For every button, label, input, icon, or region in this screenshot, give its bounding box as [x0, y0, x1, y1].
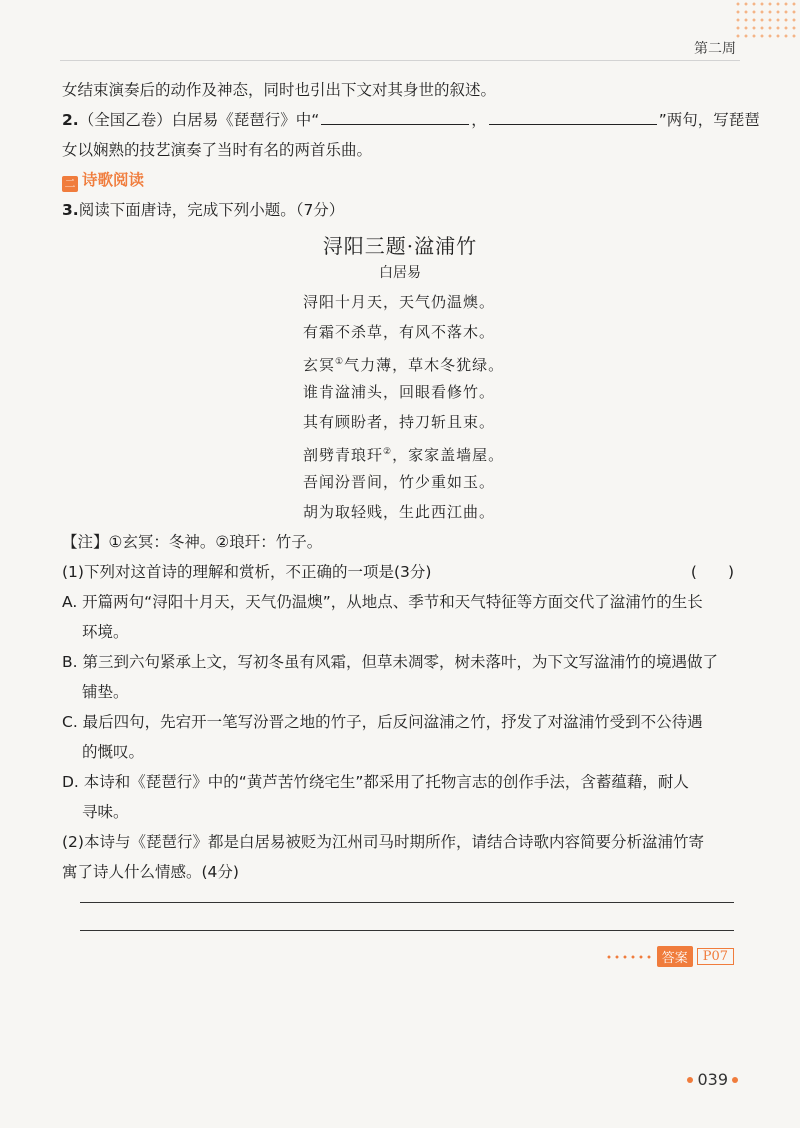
dot-icon — [732, 1077, 738, 1083]
question-number: 2. — [62, 111, 79, 129]
header-divider — [60, 60, 740, 61]
option-a-cont: 环境。 — [82, 623, 129, 641]
week-label: 第二周 — [694, 41, 736, 57]
footnote-marker: ② — [383, 447, 393, 457]
question-number: 3. — [62, 201, 79, 219]
question-text: ”两句，写琵琶 — [658, 111, 760, 129]
poem-line: 吾闻汾晋间，竹少重如玉。 — [303, 473, 496, 491]
sub-question-2: (2)本诗与《琵琶行》都是白居易被贬为江州司马时期所作，请结合诗歌内容简要分析湓浦竹寄 — [62, 833, 704, 851]
option-c-cont: 的慨叹。 — [82, 743, 145, 761]
footnote-marker: ① — [335, 357, 345, 367]
answer-page: P07 — [697, 948, 734, 965]
sub-question-2-cont: 寓了诗人什么情感。(4分) — [62, 863, 239, 881]
decorative-dots — [734, 0, 800, 40]
poem-line: 谁肯湓浦头，回眼看修竹。 — [303, 383, 496, 401]
question-text: 阅读下面唐诗，完成下列小题。（7分） — [78, 201, 345, 219]
section-title: 诗歌阅读 — [82, 171, 145, 189]
answer-line[interactable] — [80, 930, 734, 931]
poem-text: 玄冥 — [303, 356, 336, 374]
poem-line — [303, 442, 504, 465]
poem-author: 白居易 — [379, 265, 421, 281]
poem-line: 其有顾盼者，持刀斩且束。 — [303, 413, 496, 431]
blank-2[interactable] — [489, 110, 657, 125]
section-header — [62, 170, 738, 192]
section-number-icon: 二 — [62, 176, 78, 192]
text-line: 女以娴熟的技艺演奏了当时有名的两首乐曲。 — [62, 141, 373, 159]
question-2 — [62, 110, 760, 130]
poem-note: 【注】①玄冥：冬神。②琅玕：竹子。 — [62, 533, 323, 551]
poem-title: 浔阳三题·湓浦竹 — [322, 234, 478, 258]
poem-line: 浔阳十月天，天气仍温燠。 — [303, 293, 496, 311]
answer-label: 答案 — [657, 946, 693, 967]
page-number-text: 039 — [697, 1070, 728, 1089]
option-b-cont: 铺垫。 — [82, 683, 129, 701]
poem-text: 气力薄，草木冬犹绿。 — [344, 356, 505, 374]
question-text: ， — [471, 111, 487, 129]
option-d: D. 本诗和《琵琶行》中的“黄芦苦竹绕宅生”都采用了托物言志的创作手法，含蓄蕴藉，耐人 — [62, 773, 689, 791]
poem-text: ，家家盖墙屋。 — [392, 446, 505, 464]
poem-line: 有霜不杀草，有风不落木。 — [303, 323, 496, 341]
answer-line[interactable] — [80, 902, 734, 903]
answer-reference — [605, 946, 734, 967]
option-a: A. 开篇两句“浔阳十月天，天气仍温燠”，从地点、季节和天气特征等方面交代了湓浦竹的生长 — [62, 593, 703, 611]
poem-line: 胡为取轻贱，生此西江曲。 — [303, 503, 496, 521]
question-3 — [62, 200, 738, 220]
text-line: 女结束演奏后的动作及神态，同时也引出下文对其身世的叙述。 — [62, 81, 497, 99]
blank-1[interactable] — [321, 110, 469, 125]
poem-line — [303, 352, 504, 375]
decorative-dots — [605, 954, 653, 960]
option-d-cont: 寻味。 — [82, 803, 129, 821]
poem-text: 剖劈青琅玕 — [303, 446, 384, 464]
sub-question-1: (1)下列对这首诗的理解和赏析，不正确的一项是(3分) — [62, 563, 432, 581]
answer-paren[interactable]: ( ) — [690, 563, 734, 581]
dot-icon — [687, 1077, 693, 1083]
question-text: （全国乙卷）白居易《琵琶行》中“ — [78, 111, 320, 129]
option-c: C. 最后四句，先宕开一笔写汾晋之地的竹子，后反问湓浦之竹，抒发了对湓浦竹受到不公待遇 — [62, 713, 703, 731]
option-b: B. 第三到六句紧承上文，写初冬虽有风霜，但草未凋零，树未落叶，为下文写湓浦竹的境遇做了 — [62, 653, 718, 671]
page-number — [687, 1070, 738, 1089]
